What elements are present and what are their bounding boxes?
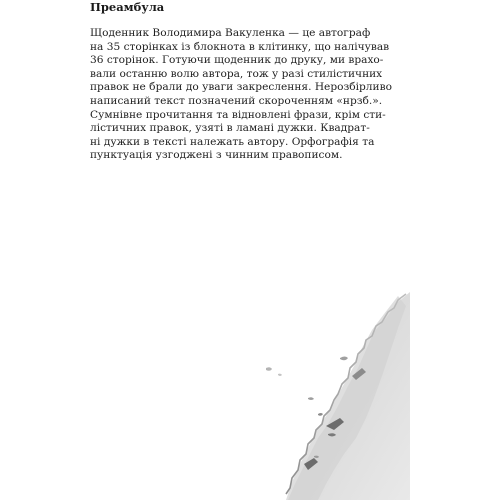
- ink-drop: [278, 374, 282, 376]
- paragraph-line: написаний текст позначений скороченням «нрзб.».: [90, 94, 383, 107]
- paragraph-line: вали останню волю автора, тож у разі стилістичних: [90, 67, 383, 80]
- paragraph-line: лістичних правок, узяті в ламані дужки. Квадрат-: [90, 122, 370, 135]
- paragraph-line: пунктуація узгоджені з чинним правописом.: [90, 149, 343, 162]
- ink-wash-illustration: [248, 288, 410, 500]
- paragraph-line: Сумнівне прочитання та відновлені фрази, крім сти-: [90, 108, 386, 121]
- ink-drop: [308, 397, 314, 400]
- page-heading: Преамбула: [90, 0, 165, 14]
- ink-drop: [318, 413, 323, 416]
- paragraph-line: правок не брали до уваги закреслення. Нерозбірливо: [90, 81, 392, 94]
- paragraph-line: Щоденник Володимира Вакуленка — це автограф: [90, 27, 371, 39]
- ink-drop: [340, 357, 348, 361]
- ink-drop: [266, 367, 272, 371]
- paragraph-line: 36 сторінок. Готуючи щоденник до друку, ми врахо-: [90, 54, 384, 67]
- paragraph-line: ні дужки в тексті належать автору. Орфографія та: [90, 135, 375, 148]
- paragraph-line: на 35 сторінках із блокнота в клітинку, що налічував: [90, 40, 390, 53]
- preamble-paragraph: [90, 27, 390, 163]
